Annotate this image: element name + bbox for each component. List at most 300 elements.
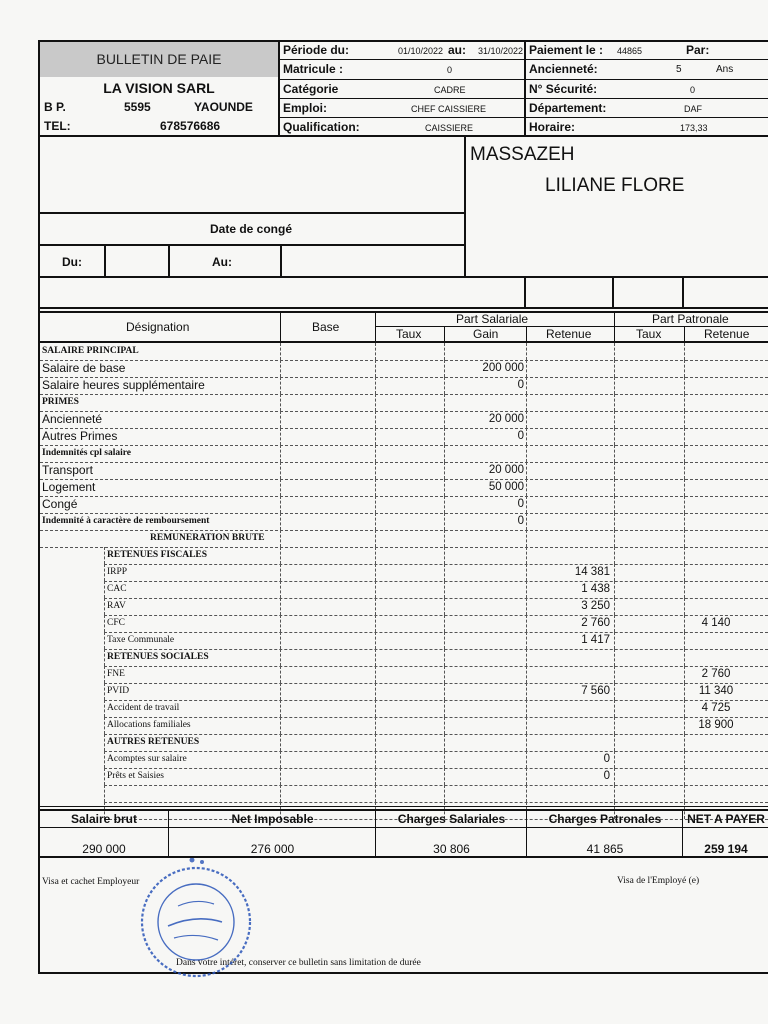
row-label: AUTRES RETENUES <box>107 737 200 747</box>
column-divider <box>280 462 281 479</box>
column-divider <box>526 377 527 394</box>
column-divider <box>375 581 376 598</box>
row-gain-value: 0 <box>517 515 524 527</box>
column-divider <box>684 428 685 445</box>
categorie-value: CADRE <box>434 85 466 95</box>
row-divider <box>40 445 768 446</box>
column-divider <box>526 343 527 360</box>
indent-divider <box>104 547 105 564</box>
indent-divider <box>104 564 105 581</box>
column-divider <box>280 479 281 496</box>
row-gain-value: 0 <box>517 430 524 442</box>
column-divider <box>684 513 685 530</box>
row-gain-value: 20 000 <box>488 464 524 476</box>
column-divider <box>526 445 527 462</box>
conge-au-label: Au: <box>212 255 232 269</box>
column-divider <box>526 564 527 581</box>
column-divider <box>280 751 281 768</box>
row-label: Salaire de base <box>42 361 126 375</box>
city: YAOUNDE <box>194 100 253 114</box>
net-imposable-value: 276 000 <box>250 842 295 856</box>
column-divider <box>684 666 685 683</box>
row-divider <box>104 700 768 701</box>
column-divider <box>444 751 445 768</box>
column-divider <box>280 343 281 360</box>
column-divider <box>375 394 376 411</box>
column-divider <box>280 445 281 462</box>
indent-divider <box>104 768 105 785</box>
conge-du-label: Du: <box>62 255 82 269</box>
row-label: Taxe Communale <box>107 635 175 645</box>
column-divider <box>684 717 685 734</box>
column-divider <box>614 649 615 666</box>
column-divider <box>375 547 376 564</box>
column-divider <box>280 649 281 666</box>
indent-divider <box>104 615 105 632</box>
row-retenue-value: 3 250 <box>581 600 610 612</box>
qualification-value: CAISSIERE <box>425 123 474 133</box>
column-divider <box>614 598 615 615</box>
column-divider <box>684 598 685 615</box>
column-divider <box>614 666 615 683</box>
column-divider <box>614 411 615 428</box>
column-divider <box>444 530 445 547</box>
charges-patronales-label: Charges Patronales <box>548 812 662 826</box>
column-divider <box>280 768 281 785</box>
column-divider <box>444 632 445 649</box>
column-divider <box>375 717 376 734</box>
row-divider <box>104 802 768 803</box>
row-divider <box>40 530 768 531</box>
row-divider <box>40 496 768 497</box>
column-divider <box>444 496 445 513</box>
column-divider <box>614 717 615 734</box>
column-divider <box>526 751 527 768</box>
net-imposable-label: Net Imposable <box>231 812 314 826</box>
departement-value: DAF <box>684 104 702 114</box>
column-divider <box>375 785 376 802</box>
visa-employe: Visa de l'Employé (e) <box>617 876 700 886</box>
column-divider <box>684 462 685 479</box>
indent-divider <box>104 751 105 768</box>
employee-last-name: MASSAZEH <box>470 144 575 165</box>
column-divider <box>526 734 527 751</box>
column-divider <box>684 649 685 666</box>
column-divider <box>526 700 527 717</box>
qualification-label: Qualification: <box>283 120 360 134</box>
column-divider <box>526 411 527 428</box>
row-label: RETENUES FISCALES <box>107 550 208 560</box>
column-divider <box>614 496 615 513</box>
column-divider <box>526 496 527 513</box>
column-divider <box>280 785 281 802</box>
column-divider <box>375 462 376 479</box>
column-divider <box>684 343 685 360</box>
indent-divider <box>104 581 105 598</box>
anciennete-label: Ancienneté: <box>529 62 598 76</box>
column-divider <box>614 513 615 530</box>
row-divider <box>104 615 768 616</box>
column-divider <box>444 564 445 581</box>
column-divider <box>684 734 685 751</box>
column-divider <box>526 768 527 785</box>
column-divider <box>614 768 615 785</box>
tel-value: 678576686 <box>160 119 221 133</box>
column-divider <box>684 615 685 632</box>
row-divider <box>40 428 768 429</box>
column-divider <box>614 530 615 547</box>
paiement-value: 44865 <box>617 46 643 56</box>
col-taux-patronale: Taux <box>636 327 662 341</box>
column-divider <box>526 666 527 683</box>
indent-divider <box>104 632 105 649</box>
charges-patronales-value: 41 865 <box>586 842 624 856</box>
indent-divider <box>104 683 105 700</box>
column-divider <box>444 428 445 445</box>
column-divider <box>280 360 281 377</box>
column-divider <box>684 751 685 768</box>
matricule-value: 0 <box>447 65 453 75</box>
column-divider <box>526 530 527 547</box>
column-divider <box>375 513 376 530</box>
periode-label: Période du: <box>283 43 350 57</box>
net-a-payer-value: 259 194 <box>704 842 748 856</box>
column-divider <box>375 768 376 785</box>
bp-label: B P. <box>44 100 66 114</box>
salaire-brut-label: Salaire brut <box>70 812 138 826</box>
col-retenue-patronale: Retenue <box>704 327 750 341</box>
column-divider <box>684 411 685 428</box>
column-divider <box>375 598 376 615</box>
column-divider <box>375 360 376 377</box>
footer-notice: Dans votre intéret, conserver ce bulletin sans limitation de durée <box>176 958 421 968</box>
column-divider <box>526 598 527 615</box>
periode-to: 31/10/2022 <box>478 46 524 56</box>
row-retenue-value: 7 560 <box>581 685 610 697</box>
row-divider <box>104 564 768 565</box>
column-divider <box>280 615 281 632</box>
row-divider <box>40 360 768 361</box>
row-label: Logement <box>42 480 96 494</box>
column-divider <box>444 666 445 683</box>
column-divider <box>684 547 685 564</box>
column-divider <box>444 462 445 479</box>
column-divider <box>375 564 376 581</box>
column-divider <box>526 649 527 666</box>
column-divider <box>614 394 615 411</box>
row-divider <box>40 513 768 514</box>
column-divider <box>375 530 376 547</box>
col-part-salariale: Part Salariale <box>456 312 529 326</box>
column-divider <box>526 394 527 411</box>
col-base: Base <box>312 320 340 334</box>
employee-first-names: LILIANE FLORE <box>545 175 685 196</box>
emploi-value: CHEF CAISSIERE <box>411 104 487 114</box>
column-divider <box>375 377 376 394</box>
company-stamp <box>118 858 278 986</box>
indent-divider <box>104 785 105 802</box>
row-divider <box>104 785 768 786</box>
row-label: Congé <box>42 497 78 511</box>
column-divider <box>280 734 281 751</box>
conge-title: Date de congé <box>210 222 293 236</box>
column-divider <box>684 479 685 496</box>
row-divider <box>40 377 768 378</box>
column-divider <box>280 411 281 428</box>
column-divider <box>684 581 685 598</box>
column-divider <box>684 785 685 802</box>
column-divider <box>684 377 685 394</box>
column-divider <box>684 700 685 717</box>
column-divider <box>375 666 376 683</box>
row-divider <box>104 632 768 633</box>
row-pat-value: 18 900 <box>698 719 734 731</box>
charges-salariales-label: Charges Salariales <box>397 812 506 826</box>
column-divider <box>614 734 615 751</box>
row-divider <box>104 751 768 752</box>
row-gain-value: 0 <box>517 498 524 510</box>
indent-divider <box>104 666 105 683</box>
horaire-label: Horaire: <box>529 120 576 134</box>
row-label: PRIMES <box>42 397 79 407</box>
column-divider <box>444 343 445 360</box>
company-name: LA VISION SARL <box>103 80 215 96</box>
col-retenue: Retenue <box>546 327 592 341</box>
par-label: Par: <box>686 43 710 57</box>
column-divider <box>526 547 527 564</box>
column-divider <box>526 717 527 734</box>
column-divider <box>684 394 685 411</box>
column-divider <box>280 394 281 411</box>
column-divider <box>375 734 376 751</box>
column-divider <box>444 649 445 666</box>
column-divider <box>280 598 281 615</box>
column-divider <box>444 615 445 632</box>
column-divider <box>614 615 615 632</box>
column-divider <box>375 479 376 496</box>
row-retenue-value: 14 381 <box>574 566 610 578</box>
row-pat-value: 2 760 <box>701 668 731 680</box>
column-divider <box>614 445 615 462</box>
column-divider <box>684 683 685 700</box>
column-divider <box>375 700 376 717</box>
anciennete-unit: Ans <box>716 64 734 75</box>
row-divider <box>104 717 768 718</box>
column-divider <box>444 785 445 802</box>
column-divider <box>375 428 376 445</box>
indent-divider <box>104 734 105 751</box>
indent-divider <box>104 598 105 615</box>
column-divider <box>614 360 615 377</box>
column-divider <box>375 615 376 632</box>
row-label: Ancienneté <box>42 412 103 426</box>
column-divider <box>614 479 615 496</box>
row-label: FNE <box>107 669 125 679</box>
column-divider <box>280 547 281 564</box>
column-divider <box>526 360 527 377</box>
column-divider <box>614 581 615 598</box>
row-retenue-value: 2 760 <box>581 617 610 629</box>
anciennete-value: 5 <box>676 64 682 75</box>
column-divider <box>444 513 445 530</box>
row-pat-value: 4 725 <box>701 702 731 714</box>
column-divider <box>375 411 376 428</box>
column-divider <box>684 445 685 462</box>
column-divider <box>526 683 527 700</box>
row-gain-value: 50 000 <box>488 481 524 493</box>
row-divider <box>104 598 768 599</box>
column-divider <box>526 428 527 445</box>
column-divider <box>614 462 615 479</box>
column-divider <box>614 751 615 768</box>
tel-label: TEL: <box>44 119 71 133</box>
column-divider <box>444 734 445 751</box>
indent-divider <box>104 717 105 734</box>
categorie-label: Catégorie <box>283 82 339 96</box>
column-divider <box>280 530 281 547</box>
column-divider <box>684 360 685 377</box>
departement-label: Département: <box>529 101 607 115</box>
row-label: Salaire heures supplémentaire <box>42 378 205 392</box>
visa-employeur: Visa et cachet Employeur <box>42 877 140 887</box>
column-divider <box>444 547 445 564</box>
row-label: Transport <box>42 463 93 477</box>
column-divider <box>684 496 685 513</box>
column-divider <box>614 547 615 564</box>
bp-value: 5595 <box>124 100 151 114</box>
column-divider <box>375 343 376 360</box>
row-label: CAC <box>107 584 127 594</box>
column-divider <box>375 496 376 513</box>
column-divider <box>444 394 445 411</box>
row-pat-value: 11 340 <box>698 685 734 697</box>
paiement-label: Paiement le : <box>529 43 604 57</box>
column-divider <box>375 751 376 768</box>
column-divider <box>614 564 615 581</box>
column-divider <box>280 683 281 700</box>
column-divider <box>444 479 445 496</box>
column-divider <box>614 632 615 649</box>
column-divider <box>614 343 615 360</box>
row-retenue-value: 0 <box>603 770 610 782</box>
column-divider <box>526 479 527 496</box>
col-designation: Désignation <box>126 320 190 334</box>
column-divider <box>614 428 615 445</box>
column-divider <box>280 496 281 513</box>
column-divider <box>444 700 445 717</box>
column-divider <box>444 598 445 615</box>
column-divider <box>280 700 281 717</box>
salaire-brut-value: 290 000 <box>82 842 126 856</box>
row-label: CFC <box>107 618 125 628</box>
row-retenue-value: 1 417 <box>581 634 610 646</box>
column-divider <box>684 564 685 581</box>
column-divider <box>280 666 281 683</box>
indent-divider <box>104 700 105 717</box>
row-divider <box>104 734 768 735</box>
column-divider <box>375 683 376 700</box>
column-divider <box>375 649 376 666</box>
column-divider <box>444 717 445 734</box>
row-label: PVID <box>107 686 130 696</box>
row-divider <box>40 479 768 480</box>
column-divider <box>280 564 281 581</box>
column-divider <box>280 513 281 530</box>
payslip-title: BULLETIN DE PAIE <box>96 51 222 67</box>
indent-divider <box>104 649 105 666</box>
column-divider <box>444 445 445 462</box>
column-divider <box>444 411 445 428</box>
row-gain-value: 0 <box>517 379 524 391</box>
column-divider <box>280 632 281 649</box>
periode-from: 01/10/2022 <box>398 46 444 56</box>
column-divider <box>444 768 445 785</box>
row-label: RETENUES SOCIALES <box>107 652 209 662</box>
row-gain-value: 200 000 <box>482 362 524 374</box>
matricule-label: Matricule : <box>283 62 344 76</box>
row-divider <box>40 394 768 395</box>
column-divider <box>444 683 445 700</box>
column-divider <box>614 683 615 700</box>
column-divider <box>280 428 281 445</box>
column-divider <box>375 632 376 649</box>
column-divider <box>444 581 445 598</box>
net-a-payer-label: NET A PAYER <box>687 812 765 826</box>
row-label: IRPP <box>107 567 128 577</box>
row-divider <box>104 768 768 769</box>
row-divider <box>104 649 768 650</box>
column-divider <box>526 785 527 802</box>
row-label: RAV <box>107 601 126 611</box>
row-divider <box>104 581 768 582</box>
securite-label: N° Sécurité: <box>529 82 598 96</box>
column-divider <box>684 632 685 649</box>
row-label: Indemnité à caractère de remboursement <box>42 516 210 526</box>
row-divider <box>104 683 768 684</box>
column-divider <box>684 530 685 547</box>
row-label: Accident de travail <box>107 703 180 713</box>
column-divider <box>444 377 445 394</box>
column-divider <box>526 462 527 479</box>
row-divider <box>40 462 768 463</box>
row-divider <box>40 411 768 412</box>
column-divider <box>375 445 376 462</box>
col-taux: Taux <box>396 327 422 341</box>
charges-salariales-value: 30 806 <box>433 842 470 856</box>
securite-value: 0 <box>690 85 696 95</box>
row-label: REMUNERATION BRUTE <box>150 533 265 543</box>
column-divider <box>614 377 615 394</box>
row-label: Allocations familiales <box>107 720 191 730</box>
column-divider <box>614 785 615 802</box>
emploi-label: Emploi: <box>283 101 327 115</box>
column-divider <box>280 581 281 598</box>
row-divider <box>104 666 768 667</box>
row-retenue-value: 0 <box>603 753 610 765</box>
column-divider <box>280 717 281 734</box>
column-divider <box>684 768 685 785</box>
column-divider <box>526 581 527 598</box>
row-retenue-value: 1 438 <box>581 583 610 595</box>
row-gain-value: 20 000 <box>488 413 524 425</box>
col-part-patronale: Part Patronale <box>652 312 729 326</box>
row-label: SALAIRE PRINCIPAL <box>42 346 139 356</box>
horaire-value: 173,33 <box>680 123 708 133</box>
row-label: Indemnités cpl salaire <box>42 448 132 458</box>
col-gain: Gain <box>473 327 499 341</box>
column-divider <box>280 377 281 394</box>
column-divider <box>526 615 527 632</box>
